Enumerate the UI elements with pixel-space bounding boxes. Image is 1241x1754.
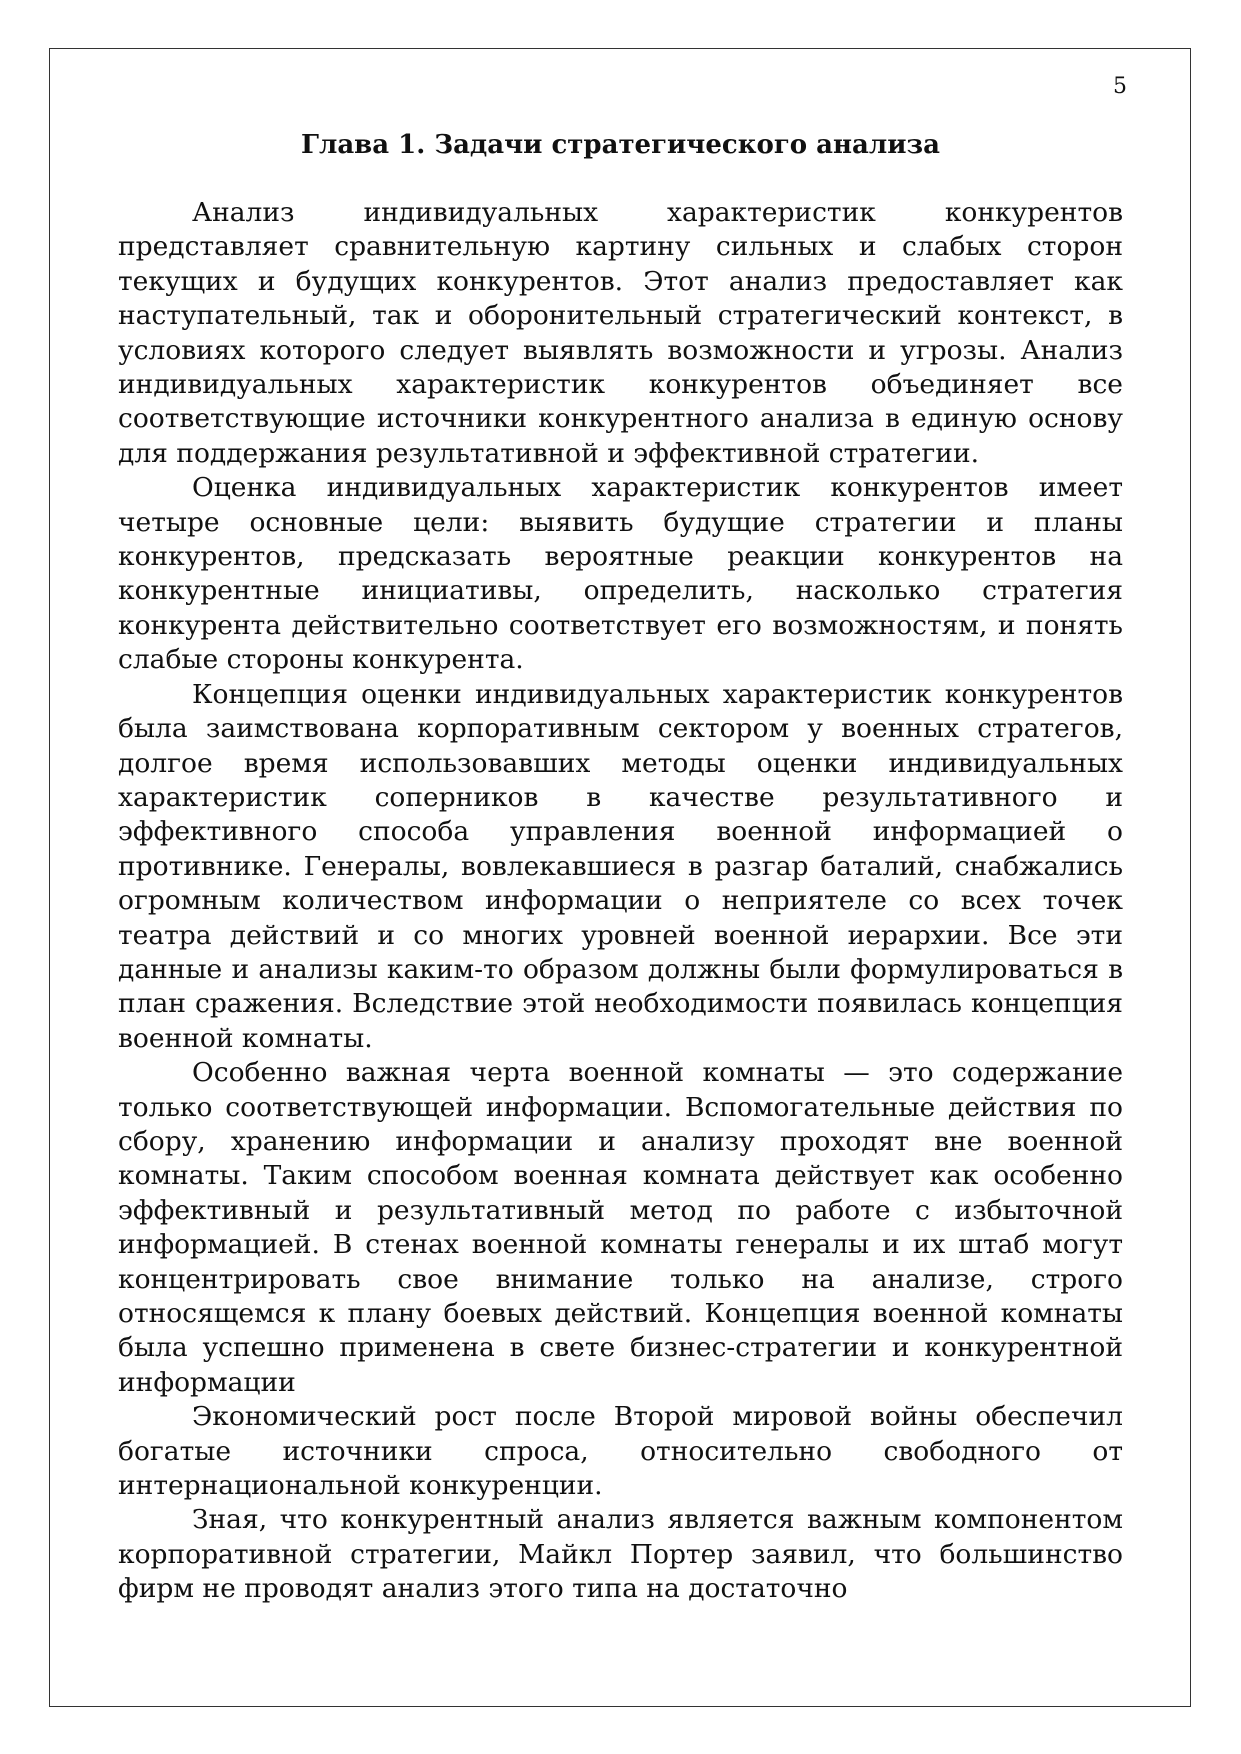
paragraph: Концепция оценки индивидуальных характеристик конкурентов была заимствована корпоративным сектором у военных стратегов, долгое время использовавших методы оценки индивидуальных характеристик соперников в качестве результативного и эффективного способа управления военной информацией о противнике. Генералы, вовлекавшиеся в разгар баталий, снабжались огромным количеством информации о неприятеле со всех точек театра действий и со многих уровней военной иерархии. Все эти данные и анализы каким-то образом должны были формулироваться в план сражения. Вследствие этой необходимости появилась концепция военной комнаты.	[118, 678, 1123, 1054]
paragraph: Зная, что конкурентный анализ является важным компонентом корпоративной стратегии, Майкл Портер заявил, что большинство фирм не проводят анализ этого типа на достаточно	[118, 1504, 1123, 1605]
paragraph: Оценка индивидуальных характеристик конкурентов имеет четыре основные цели: выявить будущие стратегии и планы конкурентов, предсказать вероятные реакции конкурентов на конкурентные инициативы, определить, насколько стратегия конкурента действительно соответствует его возможностям, и понять слабые стороны конкурента.	[118, 472, 1123, 676]
body-text	[118, 196, 1123, 1607]
paragraph: Экономический рост после Второй мировой войны обеспечил богатые источники спроса, относительно свободного от интернациональной конкуренции.	[118, 1401, 1123, 1502]
chapter-title: Глава 1. Задачи стратегического анализа	[301, 130, 940, 160]
paragraph: Особенно важная черта военной комнаты — это содержание только соответствующей информации. Вспомогательные действия по сбору, хранению информации и анализу проходят вне военной комнаты. Таким способом военная комната действует как особенно эффективный и результативный метод по работе с избыточной информацией. В стенах военной комнаты генералы и их штаб могут концентрировать свое внимание только на анализе, строго относящемся к плану боевых действий. Концепция военной комнаты была успешно применена в свете бизнес-стратегии и конкурентной информации	[118, 1057, 1123, 1398]
page-number: 5	[1113, 74, 1127, 99]
paragraph: Анализ индивидуальных характеристик конкурентов представляет сравнительную картину сильных и слабых сторон текущих и будущих конкурентов. Этот анализ предоставляет как наступательный, так и оборонительный стратегический контекст, в условиях которого следует выявлять возможности и угрозы. Анализ индивидуальных характеристик конкурентов объединяет все соответствующие источники конкурентного анализа в единую основу для поддержания результативной и эффективной стратегии.	[118, 197, 1123, 469]
